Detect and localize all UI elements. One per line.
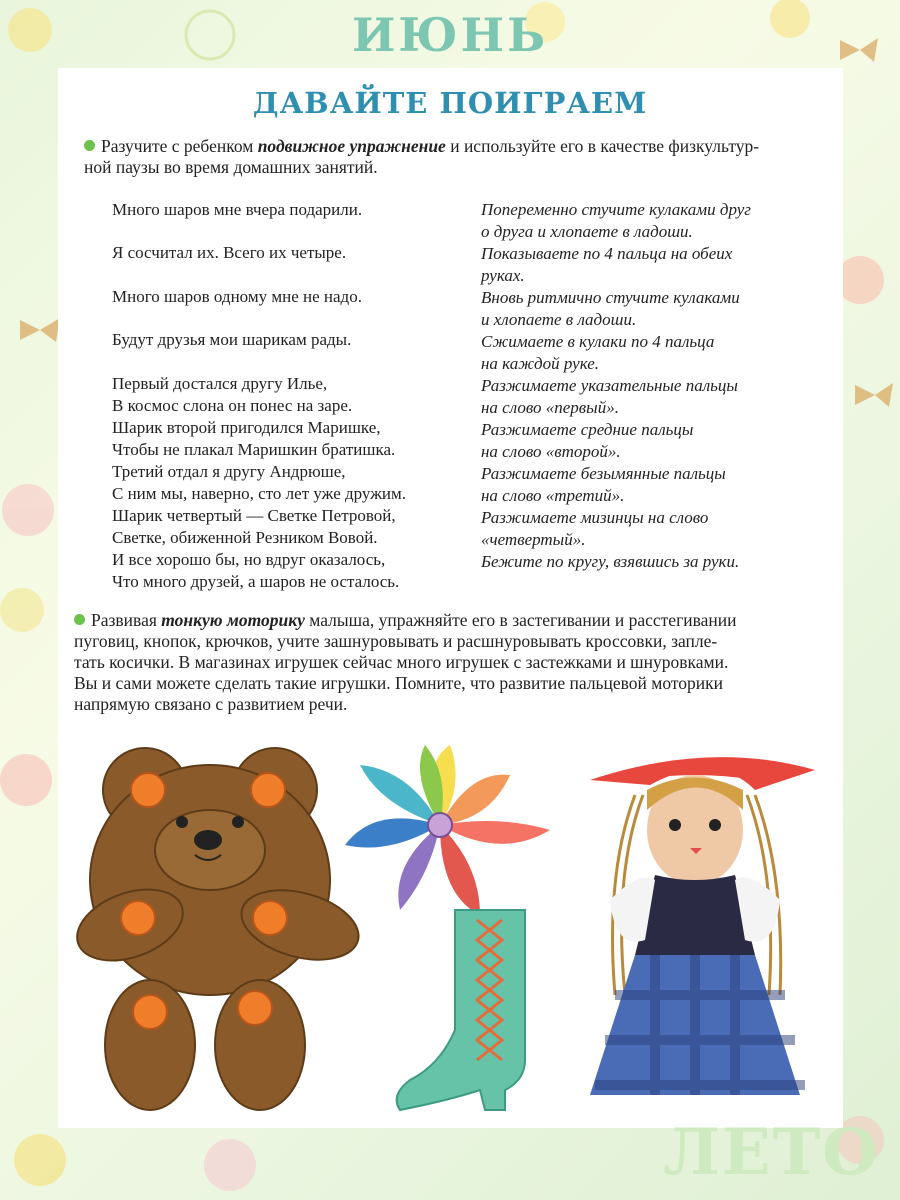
action-line: на слово «третий». (481, 486, 625, 505)
action-line: Сжимаете в кулаки по 4 пальца (481, 332, 715, 351)
motor-emphasis: тонкую моторику (161, 610, 305, 630)
pinwheel-illustration (345, 745, 560, 915)
action-line: на слово «первый». (481, 398, 619, 417)
bullet-icon (84, 140, 95, 151)
poem-line: И все хорошо бы, но вдруг оказалось, (112, 550, 386, 569)
action-line: на каждой руке. (481, 354, 600, 373)
section-title: ДАВАЙТЕ ПОИГРАЕМ (252, 86, 648, 120)
poem-line: Шарик второй пригодился Маришке, (112, 418, 381, 437)
poem-line: Будут друзья мои шарикам рады. (112, 330, 352, 349)
action-line: Разжимаете безымянные пальцы (481, 464, 726, 483)
action-line: Разжимаете мизинцы на слово (481, 508, 709, 527)
poem-line: Третий отдал я другу Андрюше, (112, 462, 346, 481)
motor-paragraph: Развивая тонкую моторику малыша, упражняйте его в застегивании и расстегивании пуговиц, кнопок, крючков, учите зашнуровывать и расшнуровывать кроссовки, запле- тать косички. В магазинах игрушек сейчас много игрушек с застежками и шнуровками. Вы и сами можете сделать такие игрушки. Помните, что развитие пальцевой моторики напрямую связано с развитием речи. (74, 610, 737, 714)
action-line: Вновь ритмично стучите кулаками (481, 288, 740, 307)
action-line: Разжимаете средние пальцы (481, 420, 694, 439)
poem-line: Чтобы не плакал Маришкин братишка. (112, 440, 396, 459)
action-line: Бежите по кругу, взявшись за руки. (481, 552, 740, 571)
action-line: и хлопаете в ладоши. (481, 310, 637, 329)
action-line: на слово «второй». (481, 442, 621, 461)
action-line: «четвертый». (481, 530, 586, 549)
month-title: ИЮНЬ (351, 8, 549, 62)
poem-line: Что много друзей, а шаров не осталось. (112, 572, 400, 591)
action-line: руках. (481, 266, 525, 285)
poem-line: В космос слона он понес на заре. (112, 396, 353, 415)
poem-line: Много шаров одному мне не надо. (112, 287, 362, 306)
intro-paragraph: Разучите с ребенком подвижное упражнение и используйте его в качестве физкультур- ной паузы во время домашних занятий. (84, 136, 760, 177)
action-line: Показываете по 4 пальца на обеих (481, 244, 733, 263)
season-watermark: ЛЕТО (663, 1115, 880, 1190)
teddy-bear-illustration (70, 740, 380, 1120)
action-line: о друга и хлопаете в ладоши. (481, 222, 693, 241)
poem-line: Я сосчитал их. Всего их четыре. (112, 243, 347, 262)
poem-line: Шарик четвертый — Светке Петровой, (112, 506, 396, 525)
doll-illustration (575, 740, 820, 1120)
boot-illustration (395, 905, 540, 1115)
action-line: Разжимаете указательные пальцы (481, 376, 738, 395)
poem-line: Много шаров мне вчера подарили. (112, 200, 363, 219)
intro-emphasis: подвижное упражнение (257, 136, 446, 156)
action-line: Попеременно стучите кулаками друг (481, 200, 751, 219)
bullet-icon (74, 614, 85, 625)
poem-line: Первый достался другу Илье, (112, 374, 328, 393)
poem-line: С ним мы, наверно, сто лет уже дружим. (112, 484, 407, 503)
poem-line: Светке, обиженной Резником Вовой. (112, 528, 378, 547)
